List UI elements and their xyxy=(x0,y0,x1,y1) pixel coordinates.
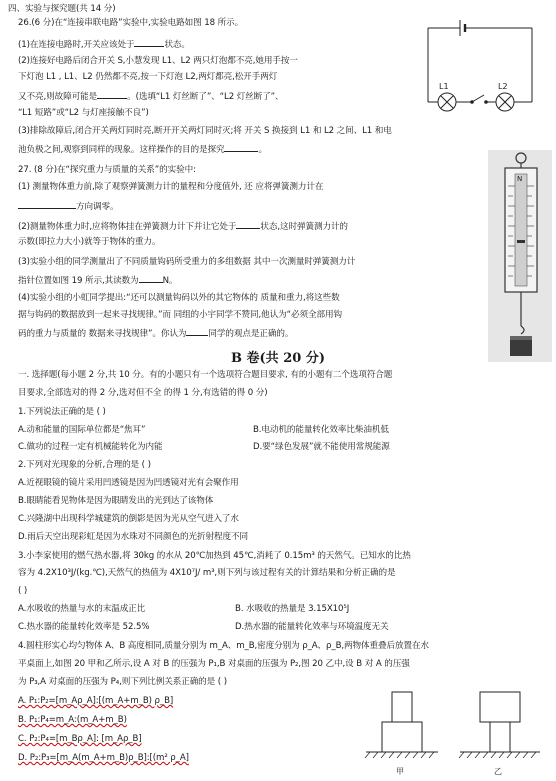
lamp2-label: L2 xyxy=(498,82,508,91)
q26-line8-text: 池负极之间,观察到同样的现象。这样操作的目的是探究 xyxy=(18,145,225,155)
partb-intro2: 目要求,全部选对的得 2 分,选对但不全 的得 1 分,有选错的得 0 分) xyxy=(18,388,268,398)
b-q4-option-a: A. P₁:P₂=[m_Aρ_A]:[(m_A+m_B) ρ_B] xyxy=(18,696,174,706)
figure-label-jia: 甲 xyxy=(396,767,404,776)
b-q2-option-c: C.兴隆湖中出现科学城建筑的倒影是因为光从空气进入了水 xyxy=(18,514,239,524)
b-q2-option-a: A.近视眼镜的镜片采用凹透镜是因为凹透镜对光有会聚作用 xyxy=(18,478,239,488)
q26-line8 xyxy=(18,142,267,156)
b-q4-option-d: D. P₂:P₃=[m_A(m_A+m_B)ρ_B]:[(m² ρ_A] xyxy=(18,753,189,763)
b-q1: 1.下列说法正确的是 ( ) xyxy=(18,407,106,417)
b-q3-line2: 容为 4.2X10³J/(kg.℃),天然气的热值为 4X10⁷J/ m³,则下列与该过程有关的计算结果和分析正确的是 xyxy=(18,568,396,578)
q27-line7-text: 指针位置如图 19 所示,其读数为 xyxy=(18,276,139,286)
q27-line8: (4)实验小组的小虹同学提出:“还可以测量钩码以外的其它物体的 质量和重力,将这些数 xyxy=(18,293,340,303)
section-b-title: B 卷(共 20 分) xyxy=(231,351,325,366)
lamp1-label: L1 xyxy=(439,82,449,91)
b-q4-line1: 4.圆柱形实心均匀物体 A、B 高度相同,质量分别为 m_A、m_B,密度分别为 ρ_A、ρ_B,两物体重叠后放置在水 xyxy=(18,641,429,651)
b-q4-line2: 平桌面上,如图 20 甲和乙所示,设 A 对 B 的压强为 P₁,B 对桌面的压强为 P₂,图 20 乙中,设 B 对 A 的压强 xyxy=(18,659,410,669)
answer-blank xyxy=(97,89,127,99)
q26-line5-text: 又不亮,则故障可能是 xyxy=(18,92,98,102)
q26-line2-tail: 状态。 xyxy=(164,40,190,50)
q27-line10-tail: 同学的观点是正确的。 xyxy=(208,329,294,339)
q26-line2-text: (1)在连接电路时,开关应该处于 xyxy=(18,40,135,50)
b-q3-option-d: D.热水器的能量转化效率与环境温度无关 xyxy=(235,622,389,632)
q26-line8-tail: 。 xyxy=(258,145,267,155)
b-q2-option-b: B.眼睛能看见物体是因为眼睛发出的光到达了该物体 xyxy=(18,496,214,506)
b-q2: 2.下列对光现象的分析,合理的是 ( ) xyxy=(18,460,151,470)
q26-line2 xyxy=(18,37,190,51)
q27-line3 xyxy=(18,199,118,213)
b-q3-line3: ( ) xyxy=(18,586,28,596)
b-q4-option-c: C. P₂:P₄=[m_Bρ_A]: [m_Aρ_B] xyxy=(18,734,142,744)
section4-title: 四、实验与探究题(共 14 分) xyxy=(8,4,116,14)
answer-blank xyxy=(134,37,164,47)
q26-line5 xyxy=(18,89,284,103)
scale-unit-letter: N xyxy=(517,175,523,183)
q27-line4-tail: 状态,这时弹簧测力计的 xyxy=(260,222,348,232)
q27-line10-text: 码的重力与质量的 数据来寻找规律”。你认为 xyxy=(18,329,187,339)
q26-line6: “L1 短路”或“L2 与灯座接触不良”) xyxy=(18,108,149,118)
b-q3-option-c: C.热水器的能量转化效率是 52.5% xyxy=(18,622,150,632)
q27-line2: (1) 测量物体重力前,除了观察弹簧测力计的量程和分度值外, 还 应将弹簧测力计在 xyxy=(18,182,324,192)
b-q1-option-c: C.做功的过程一定有机械能转化为内能 xyxy=(18,442,163,452)
q27-line4-text: (2)测量物体重力时,应将物体挂在弹簧测力计下并让它处于 xyxy=(18,222,237,232)
answer-blank xyxy=(18,199,76,209)
q26-line7: (3)排除故障后,闭合开关两灯同时亮,断开开关两灯同时灭;将 开关 S 换接到 L1 和 L2 之间、L1 和电 xyxy=(18,126,392,136)
b-q2-option-d: D.雨后天空出现彩虹是因为水珠对不同颜色的光折射程度不同 xyxy=(18,532,248,542)
q27-line5: 示数(即拉力大小)就等于物体的重力。 xyxy=(18,237,161,247)
b-q1-option-d: D.要“绿色发展”就不能使用常规能源 xyxy=(253,442,390,452)
answer-blank xyxy=(186,326,208,336)
q26-line4: 下灯泡 L1 , L1、L2 仍然都不亮,按一下灯泡 L2,两灯都亮,松开手两灯 xyxy=(18,72,278,82)
figure-label-yi: 乙 xyxy=(494,767,502,776)
partb-intro1: 一. 选择题(每小题 2 分,共 10 分。有的小题只有一个选项符合题目要求, 有的小题有二个选项符合题 xyxy=(18,370,393,380)
b-q3-line1: 3.小李家使用的燃气热水器,将 30kg 的水从 20℃加热到 45℃,消耗了 0.15m³ 的天然气。已知水的比热 xyxy=(18,551,411,561)
q26-line3: (2)连接好电路后闭合开关 S,小慧发现 L1、L2 两只灯泡都不亮,她用手按一 xyxy=(18,56,298,66)
answer-blank xyxy=(139,273,163,283)
stacked-cylinders-figure xyxy=(360,682,550,780)
answer-blank xyxy=(236,219,260,229)
q26-line1: 26.(6 分)在“连接串联电路”实验中,实验电路如图 18 所示。 xyxy=(18,18,244,28)
q27-line9: 据与钩码的数据放到一起来寻找规律。”而 同组的小宇同学不赞同,他认为“必须全部用钩 xyxy=(18,310,342,320)
q27-line7-tail: N。 xyxy=(162,276,178,286)
q27-line6: (3)实验小组的同学测量出了不同质量钩码所受重力的多组数据 其中一次测量时弹簧测力计 xyxy=(18,257,356,267)
q27-line4 xyxy=(18,219,348,233)
spring-scale-figure xyxy=(488,150,552,362)
circuit-diagram xyxy=(420,14,540,122)
b-q4-line3: 为 P₃,A 对桌面的压强为 P₄,则下列比例关系正确的是 ( ) xyxy=(18,677,227,687)
q27-line10 xyxy=(18,326,293,340)
q26-line5-tail: 。(选填“L1 灯丝断了”、“L2 灯丝断了”、 xyxy=(127,92,284,102)
b-q3-option-b: B. 水吸收的热量是 3.15X10⁵J xyxy=(235,604,350,614)
q27-line1: 27. (8 分)在“探究重力与质量的关系”的实验中: xyxy=(18,165,196,175)
q27-line7 xyxy=(18,273,177,287)
b-q1-option-a: A.动和能量的国际单位都是“焦耳” xyxy=(18,425,146,435)
b-q4-option-b: B. P₁:P₄=m_A:(m_A+m_B) xyxy=(18,715,127,725)
q27-line3-text: 方向调零。 xyxy=(76,202,119,212)
answer-blank xyxy=(224,142,258,152)
b-q3-option-a: A.水吸收的热量与水的末温成正比 xyxy=(18,604,146,614)
b-q1-option-b: B.电动机的能量转化效率比柴油机低 xyxy=(253,425,389,435)
